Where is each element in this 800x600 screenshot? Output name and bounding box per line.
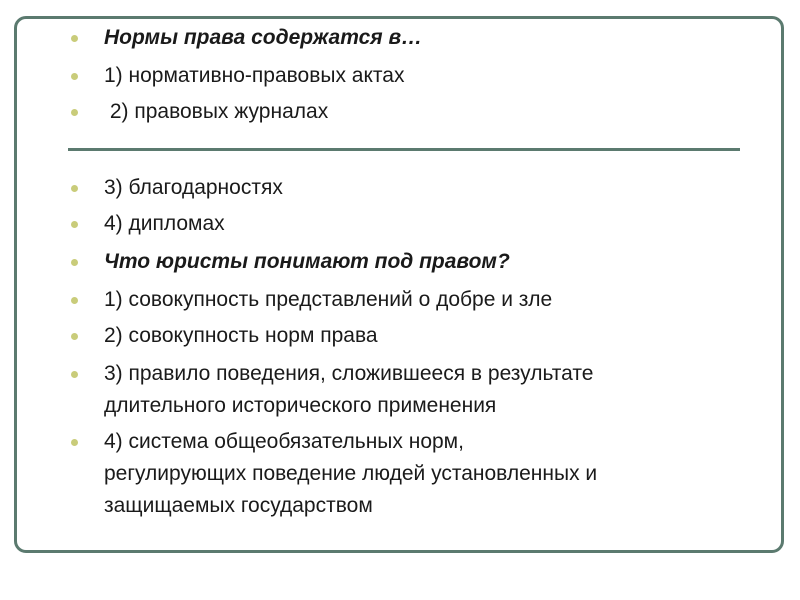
list-item-text: 3) правило поведения, сложившееся в результате — [104, 362, 594, 385]
section-divider — [68, 148, 740, 151]
list-item-text: 2) совокупность норм права — [104, 324, 378, 347]
bullet-icon — [71, 259, 78, 266]
bullet-icon — [71, 35, 78, 42]
list-item-text: Что юристы понимают под правом? — [104, 250, 510, 273]
list-item-text: защищаемых государством — [104, 494, 373, 517]
list-item-text: регулирующих поведение людей установленных и — [104, 462, 598, 485]
bullet-icon — [71, 221, 78, 228]
bullet-icon — [71, 185, 78, 192]
bullet-icon — [71, 371, 78, 378]
list-item-text: 1) нормативно-правовых актах — [104, 64, 405, 87]
list-item-text: 1) совокупность представлений о добре и зле — [104, 288, 553, 311]
bullet-icon — [71, 73, 78, 80]
list-item-text: длительного исторического применения — [104, 394, 497, 417]
list-item-text: Нормы права содержатся в… — [104, 26, 423, 49]
list-item-text: 4) система общеобязательных норм, — [104, 430, 464, 453]
list-item-text: 2) правовых журналах — [104, 100, 329, 123]
bullet-icon — [71, 333, 78, 340]
bullet-icon — [71, 297, 78, 304]
bullet-icon — [71, 109, 78, 116]
list-item-text: 4) дипломах — [104, 212, 225, 235]
bullet-icon — [71, 439, 78, 446]
list-item-text: 3) благодарностях — [104, 176, 283, 199]
